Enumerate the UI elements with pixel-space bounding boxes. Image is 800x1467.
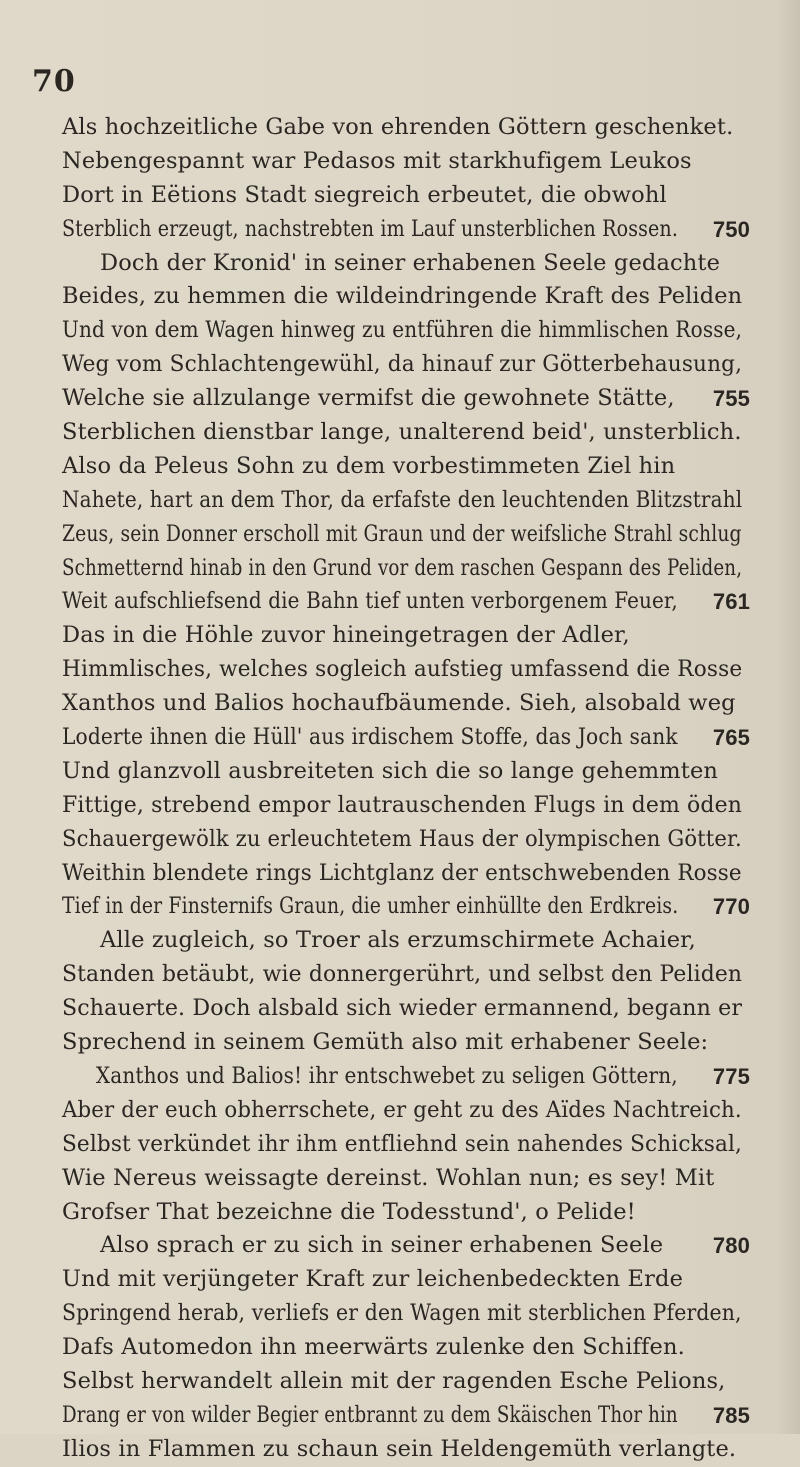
verse-line-number: 775 — [712, 1063, 750, 1089]
verse-line-text: Aber der euch obherrschete, er geht zu des Aïdes Nachtreich. — [62, 1096, 742, 1123]
verse-line — [62, 823, 742, 857]
page-number: 70 — [32, 64, 76, 99]
verse-line-text: Weithin blendete rings Lichtglanz der entschwebenden Rosse — [62, 859, 742, 886]
verse-line-text: Sprechend in seinem Gemüth also mit erhabener Seele: — [62, 1029, 709, 1056]
verse-line-text: Also sprach er zu sich in seiner erhabenen Seele — [100, 1232, 664, 1259]
verse-text-block — [62, 111, 750, 1467]
verse-line — [62, 857, 742, 891]
verse-line-number: 761 — [712, 589, 750, 615]
verse-line — [62, 619, 742, 653]
verse-line — [62, 179, 742, 213]
verse-line — [62, 721, 750, 755]
verse-line — [62, 145, 742, 179]
verse-line-text: Standen betäubt, wie donnergerührt, und selbst den Peliden — [62, 961, 743, 988]
verse-line-number: 750 — [712, 216, 750, 242]
verse-line-text: Ilios in Flammen zu schaun sein Heldengemüth verlangte. — [62, 1435, 737, 1462]
verse-line — [62, 450, 742, 484]
verse-line-text: Weit aufschliefsend die Bahn tief unten verborgenem Feuer, — [62, 588, 678, 615]
verse-line — [62, 348, 742, 382]
verse-line — [62, 755, 742, 789]
verse-line-text: Und glanzvoll ausbreiteten sich die so lange gehemmten — [62, 757, 719, 784]
verse-line-text: Nebengespannt war Pedasos mit starkhufigem Leukos — [62, 147, 692, 174]
verse-line — [62, 1162, 742, 1196]
verse-line — [62, 890, 750, 924]
verse-line-number: 770 — [712, 894, 750, 920]
verse-line — [62, 1060, 750, 1094]
verse-line-text: Wie Nereus weissagte dereinst. Wohlan nun; es sey! Mit — [62, 1164, 715, 1191]
verse-line-text: Springend herab, verliefs er den Wagen mit sterblichen Pferden, — [62, 1300, 742, 1327]
verse-line-text: Und mit verjüngeter Kraft zur leichenbedeckten Erde — [62, 1266, 684, 1293]
verse-line-text: Sterblichen dienstbar lange, unalterend beid', unsterblich. — [62, 419, 742, 446]
verse-line — [62, 653, 742, 687]
verse-line-number: 785 — [712, 1402, 750, 1428]
verse-line-text: Grofser That bezeichne die Todesstund', o Pelide! — [62, 1198, 636, 1225]
verse-line-text: Dafs Automedon ihn meerwärts zulenke den Schiffen. — [62, 1334, 685, 1361]
page-edge-shadow — [778, 0, 800, 1434]
verse-line-text: Alle zugleich, so Troer als erzumschirmete Achaier, — [100, 927, 696, 954]
verse-line-text: Selbst verkündet ihr ihm entfliehnd sein nahendes Schicksal, — [62, 1130, 743, 1157]
verse-line-text: Weg vom Schlachtengewühl, da hinauf zur Götterbehausung, — [62, 351, 743, 378]
verse-line — [62, 1399, 750, 1433]
verse-line — [62, 247, 742, 281]
verse-line — [62, 924, 742, 958]
verse-line-text: Welche sie allzulange vermifst die gewohnete Stätte, — [62, 385, 675, 412]
verse-line — [62, 1297, 742, 1331]
verse-line-text: Schauergewölk zu erleuchtetem Haus der olympischen Götter. — [62, 825, 742, 852]
verse-line-text: Als hochzeitliche Gabe von ehrenden Göttern geschenket. — [62, 114, 734, 140]
verse-line-text: Das in die Höhle zuvor hineingetragen der Adler, — [62, 622, 630, 649]
verse-line — [62, 416, 742, 450]
verse-line-text: Xanthos und Balios hochaufbäumende. Sieh, alsobald weg — [62, 690, 736, 717]
verse-line-text: Schmetternd hinab in den Grund vor dem raschen Gespann des Peliden, — [62, 554, 743, 581]
verse-line — [62, 1229, 750, 1263]
verse-line-text: Doch der Kronid' in seiner erhabenen Seele gedachte — [100, 249, 721, 276]
verse-line-number: 755 — [712, 386, 750, 412]
verse-line — [62, 1094, 742, 1128]
verse-line-text: Tief in der Finsternifs Graun, die umher einhüllte den Erdkreis. — [62, 893, 679, 920]
verse-line — [62, 280, 742, 314]
verse-line-text: Beides, zu hemmen die wildeindringende Kraft des Peliden — [62, 283, 743, 310]
verse-line-number: 780 — [712, 1233, 750, 1259]
verse-line — [62, 958, 742, 992]
verse-line-text: Also da Peleus Sohn zu dem vorbestimmeten Ziel hin — [62, 452, 676, 479]
verse-line-text: Fittige, strebend empor lautrauschenden Flugs in dem öden — [62, 791, 742, 818]
verse-line — [62, 992, 742, 1026]
verse-line — [62, 484, 742, 518]
verse-line — [62, 314, 742, 348]
verse-line — [62, 518, 742, 552]
verse-line — [62, 1331, 742, 1365]
verse-line — [62, 687, 742, 721]
verse-line-text: Dort in Eëtions Stadt siegreich erbeutet, die obwohl — [62, 181, 667, 208]
verse-line-text: Sterblich erzeugt, nachstrebten im Lauf unsterblichen Rossen. — [62, 215, 679, 242]
verse-line — [62, 1365, 742, 1399]
verse-line — [62, 1263, 742, 1297]
verse-line — [62, 1433, 742, 1467]
verse-line-text: Nahete, hart an dem Thor, da erfafste den leuchtenden Blitzstrahl — [62, 486, 743, 513]
verse-line-number: 765 — [712, 725, 750, 751]
verse-line — [62, 1128, 742, 1162]
verse-line — [62, 789, 742, 823]
verse-line — [62, 552, 742, 586]
verse-line — [62, 213, 750, 247]
verse-line — [62, 585, 750, 619]
verse-line-text: Schauerte. Doch alsbald sich wieder ermannend, begann er — [62, 995, 743, 1022]
verse-line — [62, 111, 742, 145]
verse-line — [62, 1026, 742, 1060]
verse-line-text: Xanthos und Balios! ihr entschwebet zu seligen Göttern, — [95, 1062, 678, 1089]
verse-line-text: Selbst herwandelt allein mit der ragenden Esche Pelions, — [62, 1367, 726, 1394]
verse-line-text: Himmlisches, welches sogleich aufstieg umfassend die Rosse — [62, 656, 743, 683]
verse-line — [62, 1196, 742, 1230]
verse-line-text: Und von dem Wagen hinweg zu entführen die himmlischen Rosse, — [62, 317, 743, 344]
verse-line-text: Zeus, sein Donner erscholl mit Graun und der weifsliche Strahl schlug — [62, 520, 742, 547]
verse-line-text: Loderte ihnen die Hüll' aus irdischem Stoffe, das Joch sank — [62, 724, 678, 751]
verse-line — [62, 382, 750, 416]
verse-line-text: Drang er von wilder Begier entbrannt zu dem Skäischen Thor hin — [62, 1401, 678, 1428]
